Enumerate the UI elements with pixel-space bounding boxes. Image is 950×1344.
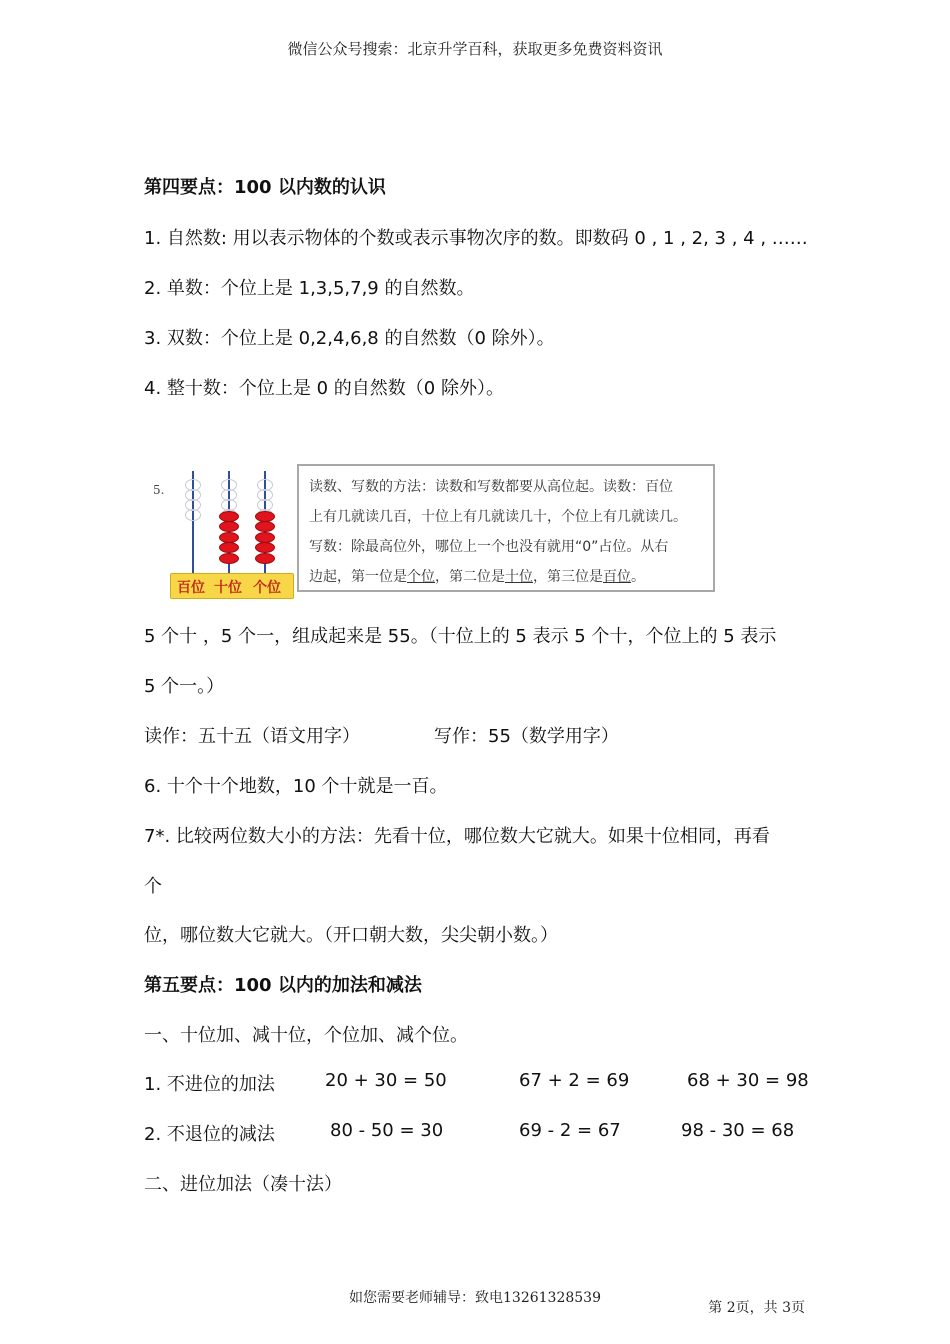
section4-item-4: 4. 整十数：个位上是 0 的自然数（0 除外）。	[144, 378, 504, 399]
body-line-2: 5 个一。）	[144, 676, 225, 697]
ones-label: 个位	[253, 580, 281, 596]
row1-eq1: 20 + 30 = 50	[325, 1070, 447, 1091]
note-underlined-tens: 十位	[505, 569, 533, 585]
section4-item-3: 3. 双数：个位上是 0,2,4,6,8 的自然数（0 除外）。	[144, 328, 555, 349]
body-line-1: 5 个十 ，5 个一，组成起来是 55。（十位上的 5 表示 5 个十，个位上的 5 表示	[144, 626, 777, 647]
note-underlined-hundreds: 百位	[603, 569, 631, 585]
body-line-7b: 个	[144, 876, 162, 897]
footer-page-number: 第 2页，共 3页	[708, 1300, 805, 1316]
body-line-6: 6. 十个十个地数，10 个十就是一百。	[144, 776, 448, 797]
row2-label: 2. 不退位的减法	[144, 1124, 275, 1145]
abacus-base	[170, 573, 294, 599]
section4-item-2: 2. 单数：个位上是 1,3,5,7,9 的自然数。	[144, 278, 475, 299]
note-underlined-ones: 个位	[407, 569, 435, 585]
hundreds-empty-bead-slot	[185, 509, 201, 521]
body-line-7c: 位，哪位数大它就大。（开口朝大数，尖尖朝小数。）	[144, 925, 558, 946]
tens-bead	[219, 553, 239, 564]
row1-label: 1. 不进位的加法	[144, 1074, 275, 1095]
note-line-4	[309, 562, 705, 592]
note-line-3: 写数：除最高位外，哪位上一个也没有就用“0”占位。从右	[309, 539, 669, 555]
tens-label: 十位	[214, 580, 242, 596]
section4-title: 第四要点：100 以内数的认识	[144, 177, 386, 198]
note-line-2: 上有几就读几百，十位上有几就读几十，个位上有几就读几。	[309, 509, 687, 525]
tens-bead	[219, 532, 239, 543]
note-text: 。	[631, 569, 645, 585]
tens-bead	[219, 521, 239, 532]
figure-number: 5.	[153, 483, 165, 497]
abacus-figure	[148, 467, 296, 599]
ones-bead	[255, 521, 275, 532]
section4-item-1: 1. 自然数: 用以表示物体的个数或表示事物次序的数。即数码 0 , 1 , 2, 3 , 4 , ……	[144, 228, 808, 249]
note-text: ，第二位是	[435, 569, 505, 585]
note-text: ，第三位是	[533, 569, 603, 585]
row2-eq2: 69 - 2 = 67	[519, 1120, 621, 1141]
reading-writing-note	[297, 464, 715, 592]
footer-contact: 如您需要老师辅导：致电13261328539	[349, 1290, 601, 1306]
section5-title: 第五要点：100 以内的加法和减法	[144, 975, 422, 996]
tens-bead	[219, 542, 239, 553]
row1-eq3: 68 + 30 = 98	[687, 1070, 809, 1091]
tens-bead	[219, 511, 239, 522]
section5-sub2: 二、进位加法（凑十法）	[144, 1174, 342, 1195]
body-line-7a: 7*. 比较两位数大小的方法：先看十位，哪位数大它就大。如果十位相同，再看	[144, 826, 770, 847]
ones-bead	[255, 511, 275, 522]
row1-eq2: 67 + 2 = 69	[519, 1070, 630, 1091]
note-text: 边起，第一位是	[309, 569, 407, 585]
ones-bead	[255, 542, 275, 553]
section5-subtitle: 一、十位加、减十位，个位加、减个位。	[144, 1025, 468, 1046]
read-as: 读作：五十五（语文用字）	[144, 726, 360, 747]
write-as: 写作：55（数学用字）	[434, 726, 619, 747]
row2-eq3: 98 - 30 = 68	[681, 1120, 795, 1141]
page-header: 微信公众号搜索：北京升学百科，获取更多免费资料资讯	[287, 40, 663, 58]
ones-bead	[255, 553, 275, 564]
row2-eq1: 80 - 50 = 30	[330, 1120, 444, 1141]
hundreds-label: 百位	[177, 580, 205, 596]
ones-bead	[255, 532, 275, 543]
note-line-1: 读数、写数的方法：读数和写数都要从高位起。读数：百位	[309, 479, 673, 495]
